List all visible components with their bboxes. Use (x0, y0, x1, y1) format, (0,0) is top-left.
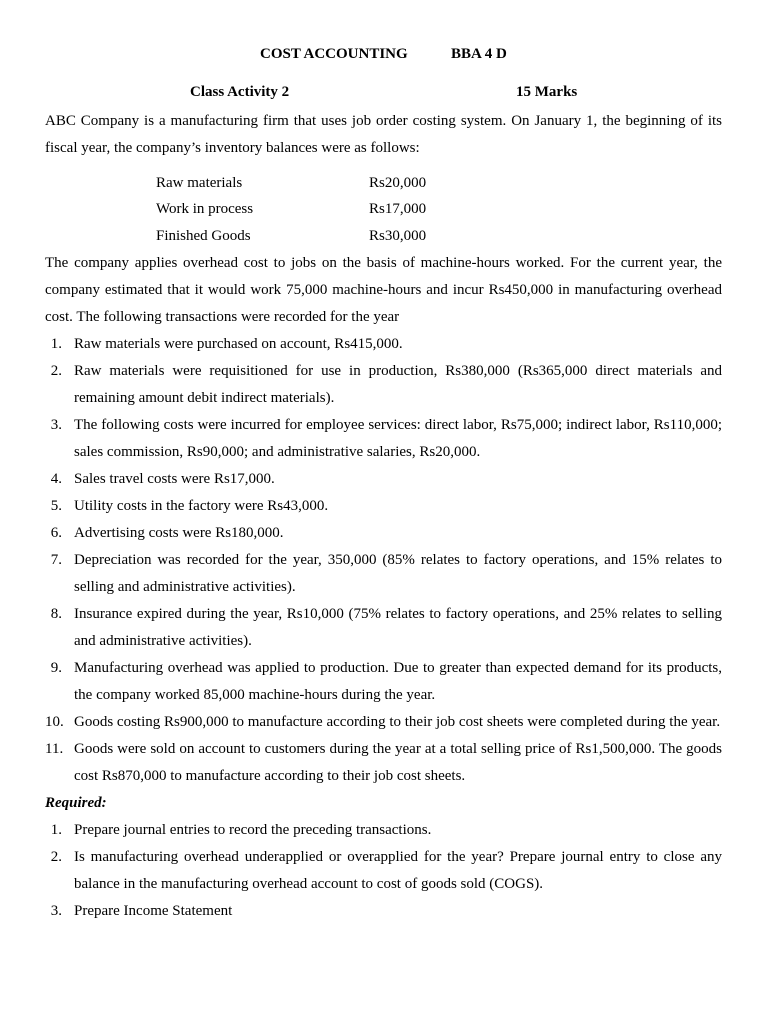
table-row (156, 197, 426, 224)
item-text: Goods costing Rs900,000 to manufacture according to their job cost sheets were completed during the year. (74, 713, 721, 730)
item-text: Prepare journal entries to record the preceding transactions. (74, 821, 432, 838)
list-item (45, 817, 722, 844)
list-item (45, 358, 722, 412)
list-item (45, 520, 722, 547)
activity-title: Class Activity 2 (190, 84, 290, 100)
item-text: Goods were sold on account to customers during the year at a total selling price of Rs1,500,000. The goods cost Rs870,000 to manufacture according to their job cost sheets. (74, 740, 722, 784)
inventory-label: Raw materials (156, 174, 243, 191)
inventory-value: Rs30,000 (369, 227, 427, 244)
required-list (45, 817, 722, 925)
item-number: 1. (50, 335, 62, 352)
item-number: 2. (50, 848, 62, 865)
required-heading: Required: (45, 794, 107, 811)
item-text: Prepare Income Statement (74, 902, 233, 919)
list-item (45, 844, 722, 898)
list-item (45, 466, 722, 493)
item-number: 3. (50, 902, 62, 919)
table-row (156, 170, 426, 197)
inventory-table (156, 170, 426, 250)
item-number: 9. (50, 659, 62, 676)
item-text: The following costs were incurred for employee services: direct labor, Rs75,000; indirect labor, Rs110,000; sales commission, Rs90,000; and administrative salaries, Rs20,000. (74, 416, 722, 460)
item-number: 3. (50, 416, 62, 433)
item-number: 11. (45, 740, 64, 757)
activity-header (45, 84, 722, 108)
inventory-value: Rs20,000 (369, 174, 427, 191)
item-text: Utility costs in the factory were Rs43,000. (74, 497, 329, 514)
item-text: Insurance expired during the year, Rs10,000 (75% relates to factory operations, and 25% relates to selling and administrative activities). (74, 605, 722, 649)
item-text: Raw materials were requisitioned for use in production, Rs380,000 (Rs365,000 direct materials and remaining amount debit indirect materials). (74, 362, 722, 406)
intro-paragraph: ABC Company is a manufacturing firm that uses job order costing system. On January 1, the beginning of its fiscal year, the company’s inventory balances were as follows: (45, 113, 722, 156)
list-item (45, 601, 722, 655)
document-page (45, 44, 722, 925)
item-number: 7. (50, 551, 62, 568)
item-number: 6. (50, 524, 62, 541)
item-number: 2. (50, 362, 62, 379)
item-text: Depreciation was recorded for the year, 350,000 (85% relates to factory operations, and 15% relates to selling and administrative activities). (74, 551, 722, 595)
inventory-label: Work in process (156, 201, 254, 218)
overhead-paragraph: The company applies overhead cost to jobs on the basis of machine-hours worked. For the current year, the company estimated that it would work 75,000 machine-hours and incur Rs450,000 in manufacturing overhead cost. The following transactions were recorded for the year (45, 254, 722, 325)
list-item (45, 898, 722, 925)
item-number: 1. (50, 821, 62, 838)
item-text: Raw materials were purchased on account, Rs415,000. (74, 335, 403, 352)
item-number: 5. (50, 497, 62, 514)
list-item (45, 547, 722, 601)
item-number: 8. (50, 605, 62, 622)
list-item (45, 412, 722, 466)
inventory-label: Finished Goods (156, 227, 251, 244)
document-header (45, 44, 722, 68)
item-number: 4. (50, 470, 62, 487)
list-item (45, 736, 722, 790)
list-item (45, 655, 722, 709)
course-title: COST ACCOUNTING (260, 46, 408, 62)
item-text: Manufacturing overhead was applied to production. Due to greater than expected demand for its products, the company worked 85,000 machine-hours during the year. (74, 659, 722, 703)
transactions-list (45, 331, 722, 790)
list-item (45, 709, 722, 736)
section-label: BBA 4 D (451, 46, 507, 62)
list-item (45, 331, 722, 358)
inventory-value: Rs17,000 (369, 201, 427, 218)
table-row (156, 223, 426, 250)
item-number: 10. (45, 713, 64, 730)
item-text: Is manufacturing overhead underapplied or overapplied for the year? Prepare journal entry to close any balance in the manufacturing overhead account to cost of goods sold (COGS). (74, 848, 722, 892)
list-item (45, 493, 722, 520)
marks-label: 15 Marks (516, 84, 578, 100)
item-text: Sales travel costs were Rs17,000. (74, 470, 275, 487)
item-text: Advertising costs were Rs180,000. (74, 524, 284, 541)
